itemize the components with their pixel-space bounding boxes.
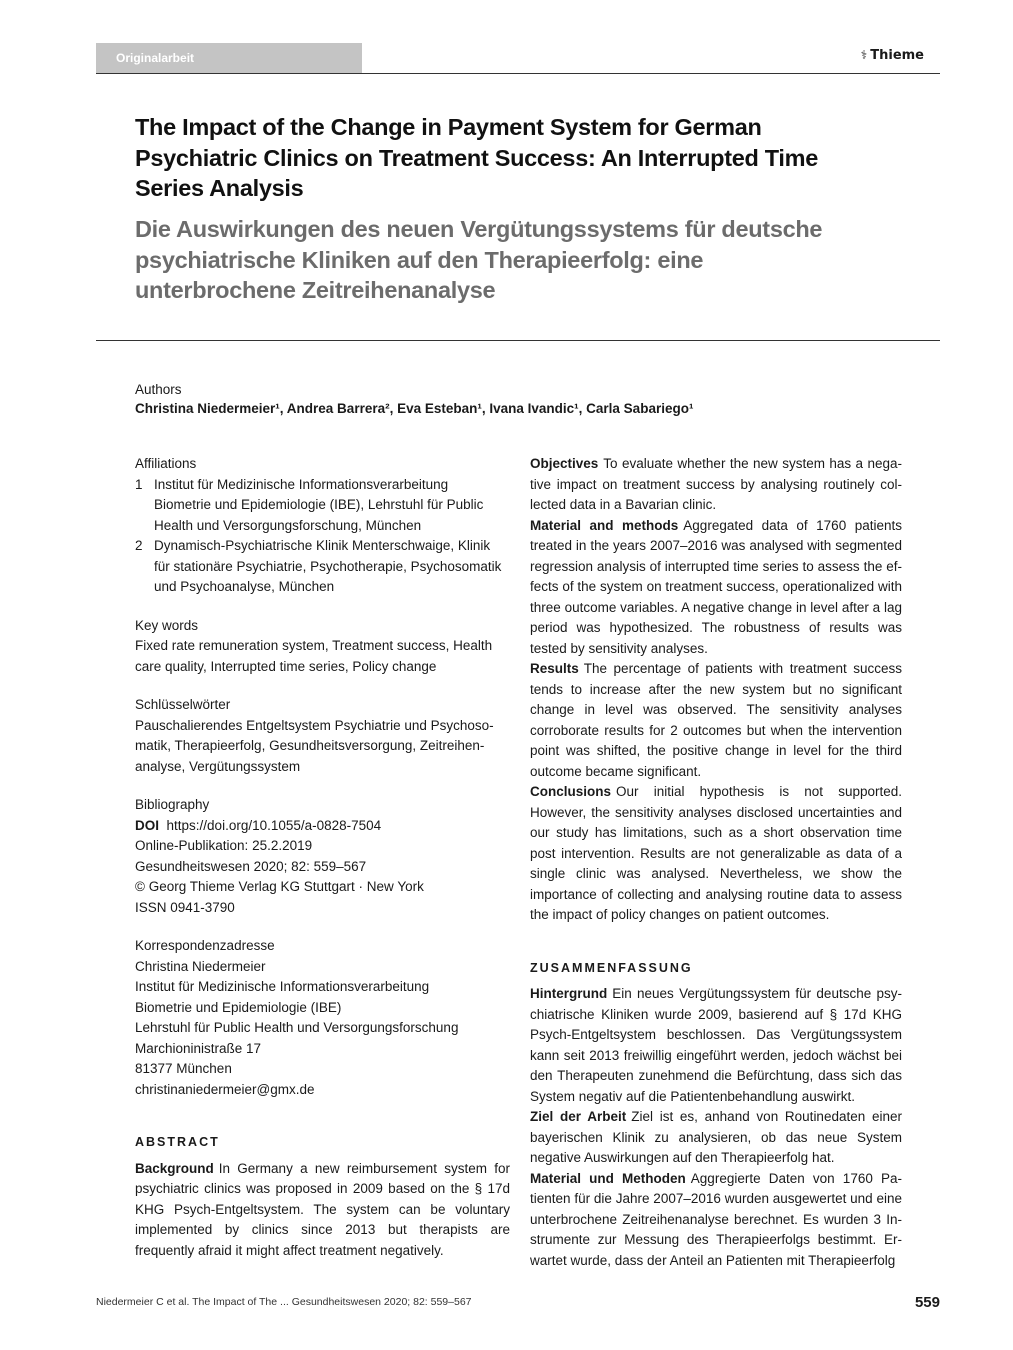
background-label: Background	[135, 1160, 214, 1176]
zusammenfassung-hintergrund	[530, 984, 902, 1107]
zusammenfassung-methoden	[530, 1169, 902, 1272]
footer-citation: Niedermeier C et al. The Impact of The ... Gesundheitswesen 2020; 82: 559–567	[96, 1296, 472, 1308]
methods-label: Material and methods	[530, 517, 679, 533]
title-line: Series Analysis	[135, 175, 304, 201]
thieme-logo-icon: ⚕	[860, 48, 868, 62]
conclusions-label: Conclusions	[530, 784, 612, 799]
keywords-label: Key words	[135, 617, 199, 633]
bibliography-line: Gesundheitswesen 2020; 82: 559–567	[135, 858, 367, 874]
results-label: Results	[530, 661, 579, 676]
abstract-methods	[530, 516, 902, 660]
bibliography-line: © Georg Thieme Verlag KG Stuttgart · New York	[135, 879, 424, 894]
abstract-results	[530, 659, 902, 782]
keywords-line: Fixed rate remuneration system, Treatment success, Health	[135, 638, 493, 653]
schluesselwoerter-section	[135, 695, 510, 777]
zusammenfassung-heading: ZUSAMMENFASSUNG	[530, 960, 693, 975]
abstract-heading: ABSTRACT	[135, 1135, 220, 1149]
title-line: The Impact of the Change in Payment System for German	[135, 114, 762, 140]
affiliations-section	[135, 454, 510, 598]
methods-text: Aggregated data of 1760 patients treated in the years 2007–2016 was analysed with segmented regression analysis of interrupted time series to assess the effects of the system on treatment success, operationalized with three outcome variables. A negative change in level after a lag period was hypothesized. The robustness of results was tested by sensitivity analyses.	[530, 517, 902, 656]
schluesselwoerter-line: Pauschalierendes Entgeltsystem Psychiatrie und Psychoso-	[135, 717, 494, 733]
authors-label: Authors	[135, 382, 182, 397]
results-text: The percentage of patients with treatment success tends to increase after the new system but no significant change in level was observed. The sensitivity analyses corroborate results for 2 outcomes but when the intervention point was shifted, the positive change in level for the third outcome became significant.	[530, 661, 902, 779]
bibliography-line: Online-Publikation: 25.2.2019	[135, 838, 313, 853]
hintergrund-text: Ein neues Vergütungssystem für deutsche psychiatrische Kliniken wurde 2009, basierend auf § 17d KHG Psych-Entgeltsystem beschlossen. Das Vergütungssystem kann seit 2013 freiwillig eingeführt werden, jedoch wächst bei den Therapeuten zunehmend die Befürchtung, dass sich das System negativ auf die Patientenbehandlung auswirkt.	[530, 986, 902, 1104]
bibliography-section	[135, 795, 510, 918]
conclusions-text: Our initial hypothesis is not supported. However, the sensitivity analyses disclosed uncertainties and our study has limitations, such as a short observation time post intervention. Results are not generalizable as data of a single clinic was analysed. Nevertheless, we show the importance of collecting and analysing routine data to assess the impact of policy changes on patient outcomes.	[530, 784, 902, 922]
affiliation-number: 1	[135, 476, 143, 492]
ziel-label: Ziel der Arbeit	[530, 1109, 627, 1124]
abstract-objectives	[530, 454, 902, 516]
schluesselwoerter-label: Schlüsselwörter	[135, 697, 231, 712]
header-rule	[96, 73, 940, 74]
authors-list: Christina Niedermeier¹, Andrea Barrera², Eva Esteban¹, Ivana Ivandic¹, Carla Sabariego¹	[135, 401, 694, 416]
affiliation-item	[135, 536, 510, 598]
title-line: Die Auswirkungen des neuen Vergütungssystems für deutsche	[135, 216, 823, 242]
affiliation-number: 2	[135, 538, 143, 553]
doi-label: DOI	[135, 817, 160, 833]
title-english	[135, 112, 895, 204]
abstract-conclusions	[530, 782, 902, 926]
publisher-logo	[861, 48, 924, 63]
schluesselwoerter-line: matik, Therapieerfolg, Gesundheitsversorgung, Zeitreihen-	[135, 738, 485, 753]
doi-line	[135, 816, 510, 837]
affiliation-line: Institut für Medizinische Informationsverarbeitung	[154, 476, 449, 492]
title-line: psychiatrische Kliniken auf den Therapieerfolg: eine	[135, 246, 704, 273]
page-number: 559	[914, 1294, 940, 1311]
right-column	[530, 454, 902, 1271]
affiliations-label: Affiliations	[135, 456, 197, 471]
ziel-text: Ziel ist es, anhand von Routinedaten einer bayerischen Klinik zu analysieren, ob das neue System negative Auswirkungen auf den Therapieerfolg hat.	[530, 1109, 902, 1165]
abstract-background	[135, 1159, 510, 1262]
correspondence-section	[135, 936, 510, 1100]
correspondence-line: Christina Niedermeier	[135, 958, 266, 974]
title-line: unterbrochene Zeitreihenanalyse	[135, 277, 496, 303]
keywords-section	[135, 616, 510, 678]
methoden-text: Aggregierte Daten von 1760 Patienten für die Jahre 2007–2016 wurden ausgewertet und eine unterbrochene Zeitreihenanalyse berechnet. Es wurden 3 Instrumente zur Messung des Therapieerfolgs bestimmt. Erwartet wurde, dass der Anteil an Patienten mit Therapieerfolg	[530, 1170, 902, 1268]
correspondence-line: Marchioninistraße 17	[135, 1040, 262, 1056]
correspondence-line: Biometrie und Epidemiologie (IBE)	[135, 999, 342, 1015]
keywords-line: care quality, Interrupted time series, Policy change	[135, 658, 437, 674]
title-german	[135, 214, 895, 306]
methoden-label: Material und Methoden	[530, 1170, 686, 1186]
doi-link[interactable]: https://doi.org/10.1055/a-0828-7504	[166, 817, 382, 833]
affiliation-line: für stationäre Psychiatrie, Psychotherapie, Psychosomatik	[154, 558, 502, 574]
affiliation-line: Health und Versorgungsforschung, München	[154, 517, 422, 533]
correspondence-line: 81377 München	[135, 1061, 232, 1076]
bibliography-line: ISSN 0941-3790	[135, 899, 235, 915]
title-rule	[96, 340, 940, 341]
correspondence-label: Korrespondenzadresse	[135, 938, 275, 953]
correspondence-line: Institut für Medizinische Informationsverarbeitung	[135, 979, 430, 994]
correspondence-email[interactable]: christinaniedermeier@gmx.de	[135, 1081, 315, 1097]
zusammenfassung-ziel	[530, 1107, 902, 1169]
left-column	[135, 454, 510, 1261]
objectives-label: Objectives	[530, 456, 599, 471]
schluesselwoerter-line: analyse, Vergütungssystem	[135, 758, 301, 774]
affiliation-line: Dynamisch-Psychiatrische Klinik Menterschwaige, Klinik	[154, 538, 491, 553]
bibliography-label: Bibliography	[135, 797, 210, 812]
background-text: In Germany a new reimbursement system for psychiatric clinics was proposed in 2009 based on the § 17d KHG Psych-Entgeltsystem. The system can be voluntary implemented by clinics since 2013 but therapists are frequently afraid it might affect treatment negatively.	[135, 1160, 510, 1258]
correspondence-line: Lehrstuhl für Public Health und Versorgungsforschung	[135, 1020, 459, 1035]
affiliation-line: und Psychoanalyse, München	[154, 579, 335, 594]
affiliation-item	[135, 475, 510, 537]
category-tab: Originalarbeit	[96, 43, 362, 74]
affiliation-line: Biometrie und Epidemiologie (IBE), Lehrstuhl für Public	[154, 497, 484, 512]
title-line: Psychiatric Clinics on Treatment Success: An Interrupted Time	[135, 144, 818, 171]
publisher-name: Thieme	[870, 48, 924, 63]
hintergrund-label: Hintergrund	[530, 986, 608, 1001]
objectives-text: To evaluate whether the new system has a negative impact on treatment success by analysing routinely collected data in a Bavarian clinic.	[530, 456, 902, 512]
